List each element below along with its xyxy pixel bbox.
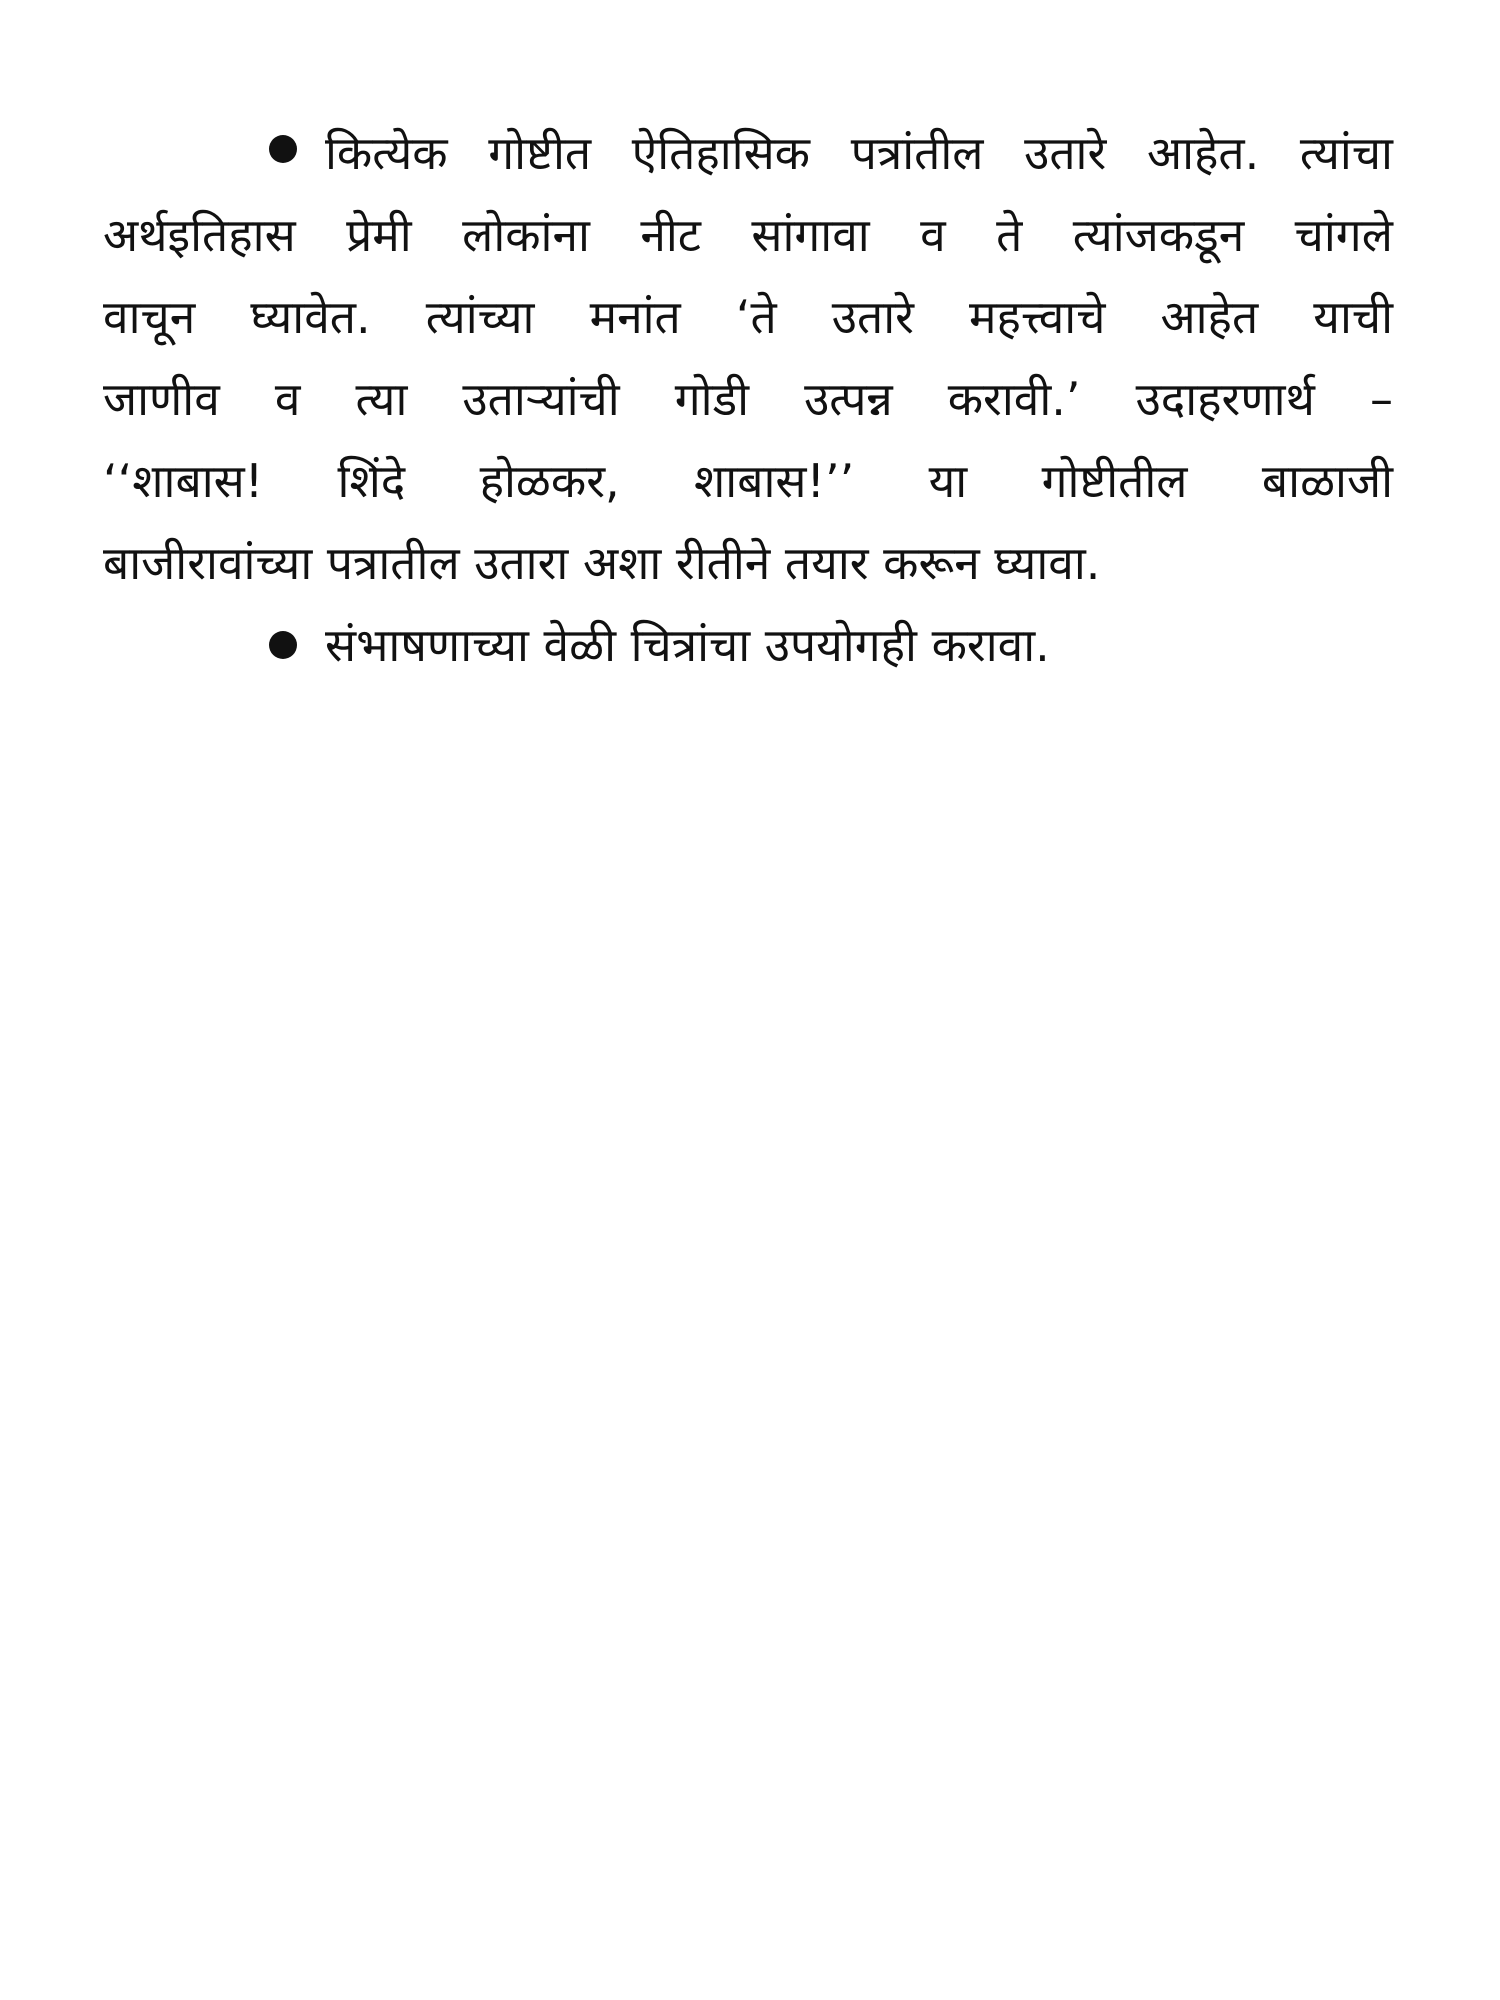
word: पत्रांतील	[850, 126, 984, 180]
paragraph-1-line-4	[103, 358, 1393, 440]
word: वाचून	[103, 290, 196, 344]
word: उतारे	[831, 290, 914, 344]
word: आहेत.	[1146, 126, 1260, 180]
word: उताऱ्यांची	[462, 372, 620, 426]
paragraph-2-line-1	[103, 604, 1393, 686]
word: त्या	[355, 372, 408, 426]
word: मनांत	[589, 290, 681, 344]
bullet-icon	[269, 135, 297, 163]
word: बाळाजी	[1261, 454, 1393, 508]
word: त्यांचा	[1299, 126, 1393, 180]
word: प्रेमी	[346, 208, 412, 262]
line-text: बाजीरावांच्या पत्रातील उतारा अशा रीतीने तयार करून घ्यावा.	[103, 536, 1101, 590]
word: ‘ते	[735, 290, 777, 344]
word: व	[274, 372, 301, 426]
word: ‘‘शाबास!	[103, 454, 264, 508]
word: कित्येक	[325, 126, 448, 180]
word: गोष्टीतील	[1041, 454, 1188, 508]
word: अर्थइतिहास	[103, 208, 296, 262]
word: उतारे	[1024, 126, 1107, 180]
word: त्यांच्या	[425, 290, 535, 344]
paragraph-1-line-2	[103, 194, 1393, 276]
word: चांगले	[1294, 208, 1393, 262]
word: या	[928, 454, 968, 508]
word: आहेत	[1160, 290, 1259, 344]
paragraph-1-line-5	[103, 440, 1393, 522]
word: करावी.’	[947, 372, 1081, 426]
word: जाणीव	[103, 372, 220, 426]
paragraph-1-line-6	[103, 522, 1393, 604]
paragraph-1-line-1	[103, 112, 1393, 194]
word: ते	[996, 208, 1023, 262]
word: शाबास!’’	[694, 454, 855, 508]
line-lead	[269, 112, 448, 194]
word: त्यांजकडून	[1072, 208, 1245, 262]
word: ऐतिहासिक	[631, 126, 811, 180]
word: सांगावा	[751, 208, 870, 262]
word: –	[1369, 372, 1393, 426]
word: याची	[1313, 290, 1393, 344]
word: व	[920, 208, 946, 262]
word: लोकांना	[462, 208, 590, 262]
document-body	[103, 112, 1393, 686]
word: उदाहरणार्थ	[1135, 372, 1315, 426]
line-text: संभाषणाच्या वेळी चित्रांचा उपयोगही करावा.	[325, 618, 1050, 672]
word: गोडी	[674, 372, 750, 426]
word: घ्यावेत.	[250, 290, 371, 344]
word: गोष्टीत	[488, 126, 592, 180]
word: महत्त्वाचे	[969, 290, 1106, 344]
paragraph-1-line-3	[103, 276, 1393, 358]
word: उत्पन्न	[804, 372, 893, 426]
word: नीट	[640, 208, 701, 262]
bullet-icon	[269, 631, 297, 659]
word: शिंदे	[337, 454, 406, 508]
word: होळकर,	[479, 454, 620, 508]
